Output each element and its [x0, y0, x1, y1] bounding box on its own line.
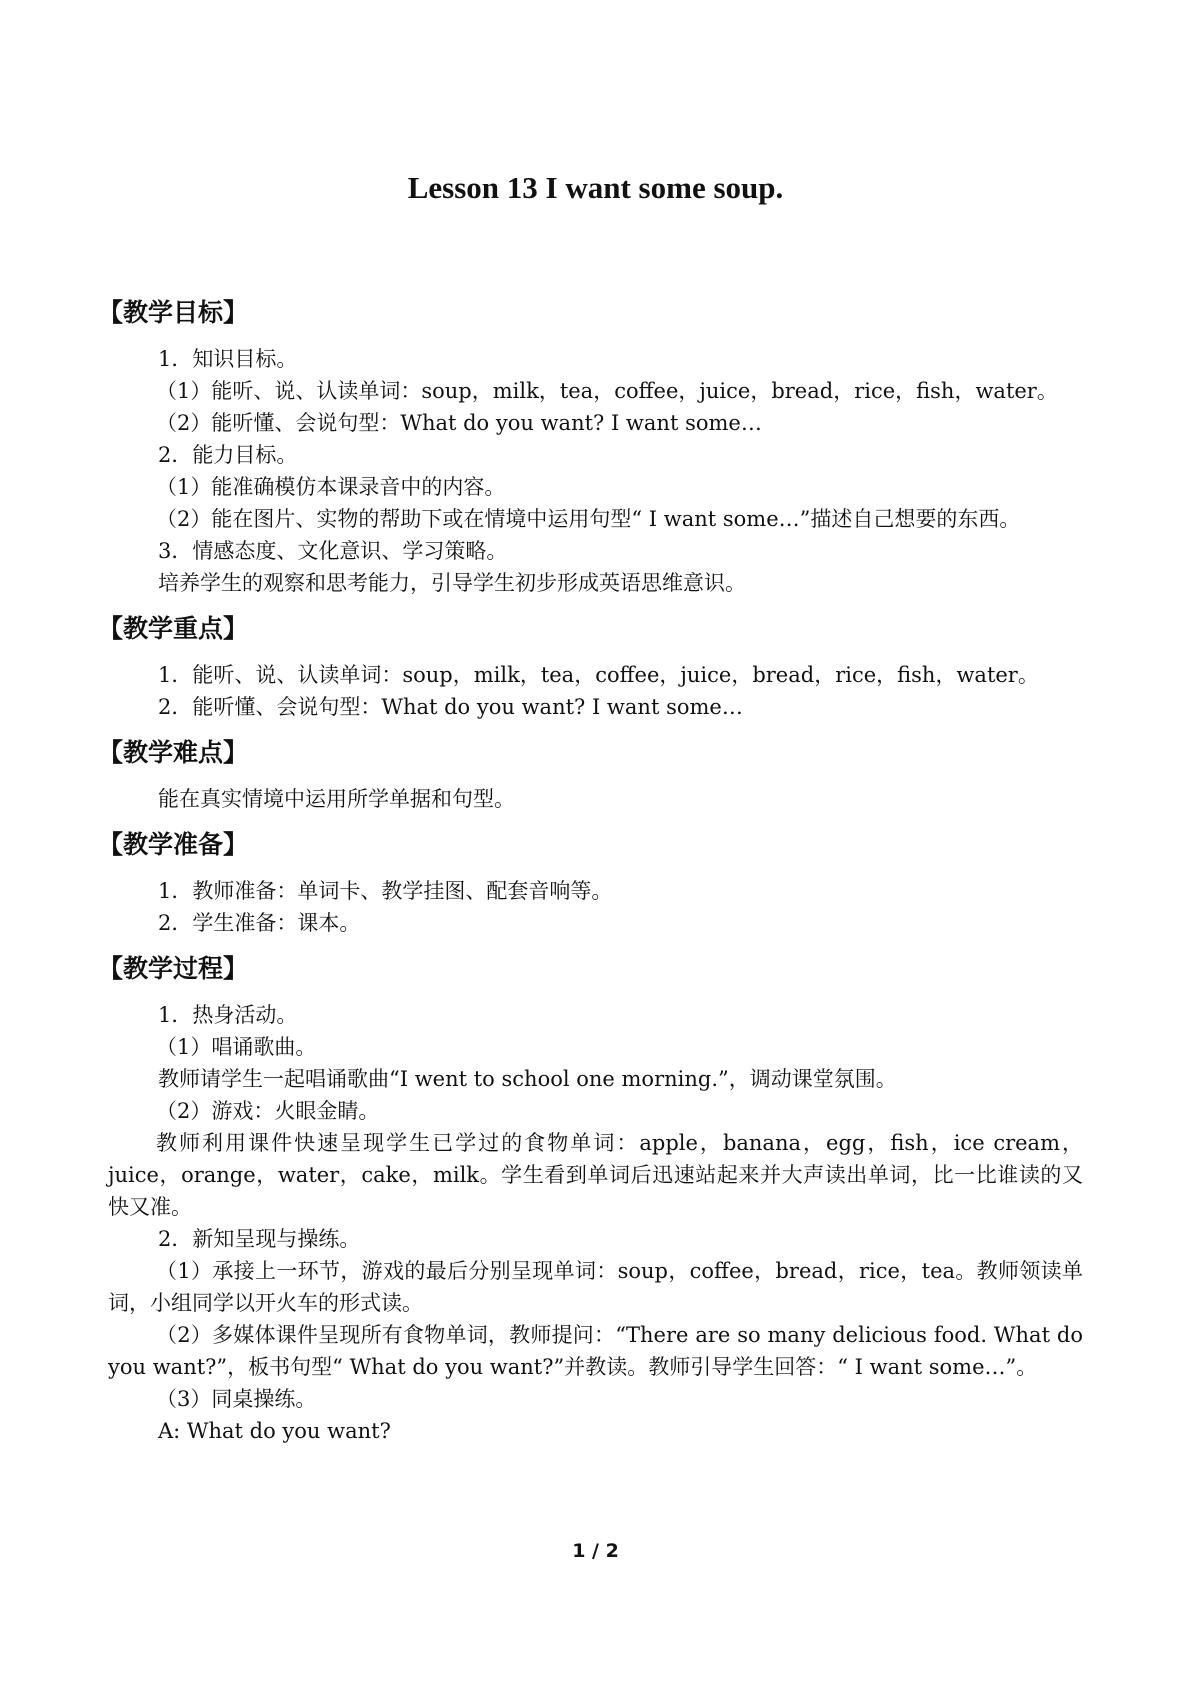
objective-line: （2）能在图片、实物的帮助下或在情境中运用句型“ I want some…”描述自己想要的东西。	[156, 507, 1021, 531]
process-line: （2）游戏：火眼金睛。	[156, 1099, 380, 1123]
key-point-line: 2．能听懂、会说句型：What do you want? I want some…	[158, 695, 743, 719]
objective-line: （1）能听、说、认读单词：soup，milk，tea，coffee，juice，bread，rice，fish，water。	[156, 379, 1058, 403]
process-line: A: What do you want?	[158, 1419, 391, 1443]
process-line: （1）唱诵歌曲。	[156, 1035, 317, 1059]
difficulty-line: 能在真实情境中运用所学单据和句型。	[158, 787, 515, 811]
key-point-line: 1．能听、说、认读单词：soup，milk，tea，coffee，juice，bread，rice，fish，water。	[158, 663, 1039, 687]
process-line: （2）多媒体课件呈现所有食物单词，教师提问：“There are so many delicious food. What do you want?”，板书句型“ What do you want?”并教读。教师引导学生回答：“ I want some…”。	[108, 1323, 1083, 1379]
preparation-line: 1．教师准备：单词卡、教学挂图、配套音响等。	[158, 879, 613, 903]
section-heading: 【教学准备】	[98, 830, 249, 859]
process-line: 教师利用课件快速呈现学生已学过的食物单词：apple，banana，egg，fish，ice cream，juice，orange，water，cake，milk。学生看到单词后迅速站起来并大声读出单词，比一比谁读的又快又准。	[108, 1131, 1083, 1219]
process-line: 教师请学生一起唱诵歌曲“I went to school one morning.”，调动课堂氛围。	[158, 1067, 897, 1091]
section-key-points	[98, 613, 1083, 723]
section-heading: 【教学难点】	[98, 738, 249, 767]
document-title: Lesson 13 I want some soup.	[407, 170, 784, 205]
process-line: （1）承接上一环节，游戏的最后分别呈现单词：soup，coffee，bread，rice，tea。教师领读单词，小组同学以开火车的形式读。	[108, 1259, 1083, 1315]
objective-line: 1．知识目标。	[158, 347, 298, 371]
process-line: 1．热身活动。	[158, 1003, 298, 1027]
page-number: 1 / 2	[572, 1540, 619, 1562]
section-heading: 【教学重点】	[98, 614, 249, 643]
section-heading: 【教学过程】	[98, 954, 249, 983]
preparation-line: 2．学生准备：课本。	[158, 911, 361, 935]
process-line: 2．新知呈现与操练。	[158, 1227, 361, 1251]
objective-line: （1）能准确模仿本课录音中的内容。	[156, 475, 506, 499]
process-line: （3）同桌操练。	[156, 1387, 317, 1411]
section-objectives	[98, 297, 1083, 599]
section-heading: 【教学目标】	[98, 298, 249, 327]
section-difficulties	[98, 737, 1083, 815]
objective-line: 培养学生的观察和思考能力，引导学生初步形成英语思维意识。	[158, 571, 746, 595]
objective-line: 3．情感态度、文化意识、学习策略。	[158, 539, 508, 563]
objective-line: 2．能力目标。	[158, 443, 298, 467]
section-preparation	[98, 829, 1083, 939]
document-body	[98, 297, 1083, 1447]
objective-line: （2）能听懂、会说句型：What do you want? I want some…	[156, 411, 762, 435]
section-process	[98, 953, 1083, 1447]
